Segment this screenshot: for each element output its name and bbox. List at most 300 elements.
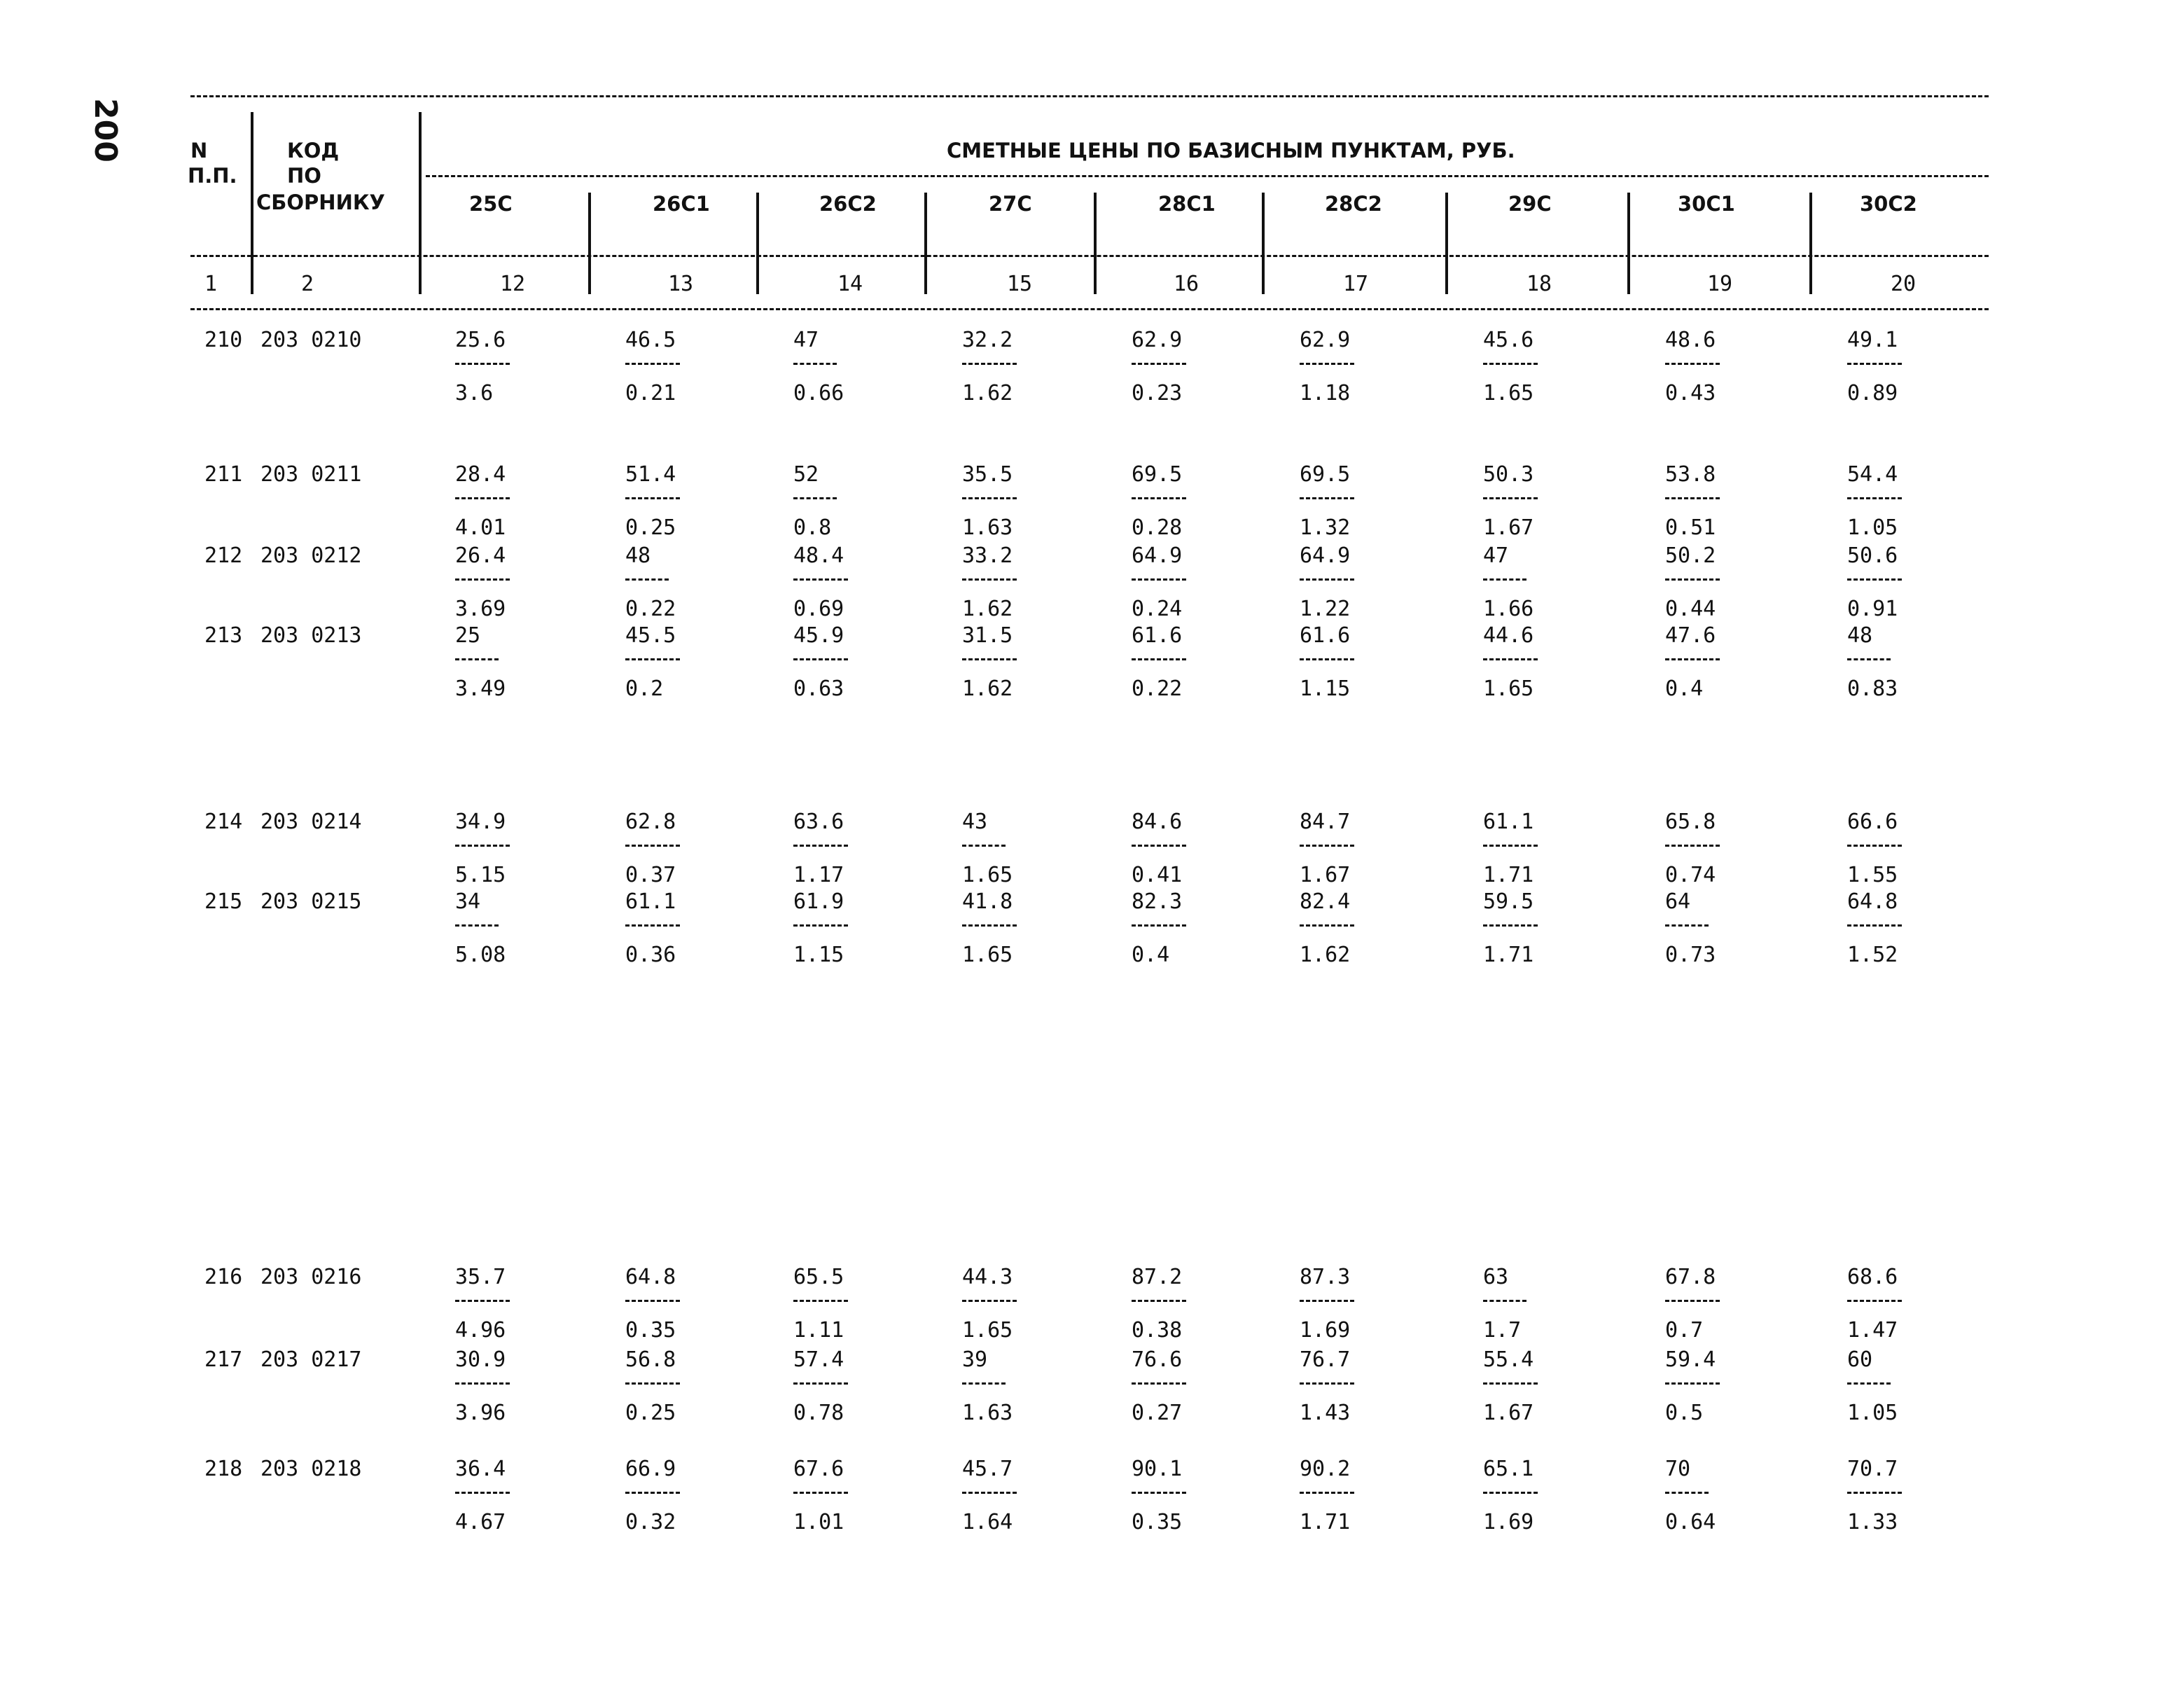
- fraction-line: [962, 1382, 1006, 1385]
- header-divider-15: [1094, 193, 1097, 294]
- price-value-top: 57.4: [793, 1347, 844, 1372]
- fraction-line: [455, 497, 510, 499]
- fraction-line: [1847, 1382, 1891, 1385]
- price-value-bottom: 1.69: [1483, 1510, 1534, 1534]
- price-value-bottom: 0.23: [1132, 381, 1183, 405]
- fraction-line: [625, 1492, 680, 1494]
- price-value-bottom: 1.63: [962, 515, 1013, 540]
- fraction-line: [1847, 1492, 1902, 1494]
- header-col-number-0: 1: [204, 272, 218, 296]
- price-value-bottom: 0.36: [625, 943, 676, 967]
- price-value-bottom: 0.64: [1665, 1510, 1716, 1534]
- header-point-2: 26С2: [819, 192, 877, 216]
- row-code: 203 0212: [260, 543, 362, 568]
- price-value-bottom: 3.6: [455, 381, 494, 405]
- price-value-top: 90.2: [1300, 1457, 1351, 1481]
- row-code: 203 0217: [260, 1347, 362, 1372]
- price-value-top: 41.8: [962, 889, 1013, 914]
- page-number: 200: [88, 98, 123, 162]
- price-value-top: 61.6: [1132, 623, 1183, 648]
- price-value-top: 59.4: [1665, 1347, 1716, 1372]
- price-value-top: 45.9: [793, 623, 844, 648]
- fraction-line: [455, 1382, 510, 1385]
- fraction-line: [962, 1300, 1017, 1302]
- price-value-bottom: 1.64: [962, 1510, 1013, 1534]
- header-code-line2: ПО: [287, 164, 321, 188]
- fraction-line: [1300, 658, 1354, 660]
- header-point-4: 28С1: [1158, 192, 1216, 216]
- price-value-top: 60: [1847, 1347, 1873, 1372]
- price-value-bottom: 3.96: [455, 1401, 506, 1425]
- price-value-top: 50.6: [1847, 543, 1898, 568]
- price-value-bottom: 1.65: [962, 943, 1013, 967]
- price-value-bottom: 0.27: [1132, 1401, 1183, 1425]
- price-value-bottom: 0.41: [1132, 863, 1183, 887]
- price-value-top: 61.1: [1483, 810, 1534, 834]
- fraction-line: [962, 497, 1017, 499]
- row-number: 210: [204, 328, 243, 352]
- price-value-top: 76.6: [1132, 1347, 1183, 1372]
- fraction-line: [1847, 924, 1902, 927]
- fraction-line: [793, 658, 848, 660]
- price-value-bottom: 1.63: [962, 1401, 1013, 1425]
- header-numbers-rule: [190, 255, 1989, 257]
- fraction-line: [625, 363, 680, 365]
- price-value-bottom: 0.51: [1665, 515, 1716, 540]
- price-value-bottom: 1.62: [962, 381, 1013, 405]
- price-value-top: 47: [793, 328, 819, 352]
- fraction-line: [625, 1300, 680, 1302]
- fraction-line: [1483, 578, 1526, 581]
- row-number: 215: [204, 889, 243, 914]
- fraction-line: [625, 1382, 680, 1385]
- fraction-line: [455, 1492, 510, 1494]
- price-value-bottom: 0.22: [1132, 677, 1183, 701]
- price-value-bottom: 1.05: [1847, 1401, 1898, 1425]
- fraction-line: [793, 924, 848, 927]
- price-value-top: 32.2: [962, 328, 1013, 352]
- header-divider-13: [756, 193, 759, 294]
- header-col-number-8: 18: [1526, 272, 1552, 296]
- header-n-line1: N: [190, 139, 208, 162]
- fraction-line: [1300, 1492, 1354, 1494]
- price-value-bottom: 0.24: [1132, 597, 1183, 621]
- fraction-line: [1665, 845, 1720, 847]
- price-value-bottom: 3.69: [455, 597, 506, 621]
- row-code: 203 0210: [260, 328, 362, 352]
- price-value-top: 52: [793, 462, 819, 487]
- price-value-bottom: 1.71: [1483, 863, 1534, 887]
- header-col-number-9: 19: [1707, 272, 1733, 296]
- header-n-line2: П.П.: [188, 164, 237, 188]
- price-value-bottom: 0.83: [1847, 677, 1898, 701]
- price-value-bottom: 0.7: [1665, 1318, 1704, 1343]
- price-value-top: 26.4: [455, 543, 506, 568]
- fraction-line: [455, 578, 510, 581]
- price-value-top: 87.3: [1300, 1265, 1351, 1289]
- price-value-top: 34: [455, 889, 481, 914]
- header-group-rule: [426, 175, 1989, 177]
- price-value-top: 67.6: [793, 1457, 844, 1481]
- fraction-line: [1665, 363, 1720, 365]
- price-value-bottom: 0.21: [625, 381, 676, 405]
- price-value-top: 48: [1847, 623, 1873, 648]
- price-value-top: 70: [1665, 1457, 1691, 1481]
- header-point-1: 26С1: [653, 192, 710, 216]
- fraction-line: [625, 497, 680, 499]
- price-value-top: 65.5: [793, 1265, 844, 1289]
- price-value-top: 62.9: [1300, 328, 1351, 352]
- fraction-line: [1665, 1382, 1720, 1385]
- price-value-top: 45.7: [962, 1457, 1013, 1481]
- price-value-bottom: 0.35: [1132, 1510, 1183, 1534]
- fraction-line: [1847, 497, 1902, 499]
- fraction-line: [793, 363, 837, 365]
- fraction-line: [1483, 497, 1538, 499]
- header-divider-12: [588, 193, 591, 294]
- fraction-line: [793, 1300, 848, 1302]
- fraction-line: [1132, 1492, 1186, 1494]
- price-value-bottom: 1.67: [1300, 863, 1351, 887]
- price-value-top: 61.9: [793, 889, 844, 914]
- header-divider-18: [1627, 193, 1630, 294]
- price-value-bottom: 3.49: [455, 677, 506, 701]
- header-divider-16: [1262, 193, 1265, 294]
- price-value-bottom: 1.05: [1847, 515, 1898, 540]
- header-point-5: 28С2: [1325, 192, 1382, 216]
- row-code: 203 0218: [260, 1457, 362, 1481]
- header-bottom-rule: [190, 308, 1989, 310]
- price-value-bottom: 1.71: [1483, 943, 1534, 967]
- price-value-top: 34.9: [455, 810, 506, 834]
- price-value-top: 48.4: [793, 543, 844, 568]
- price-value-top: 50.2: [1665, 543, 1716, 568]
- price-value-bottom: 0.25: [625, 515, 676, 540]
- price-value-bottom: 1.11: [793, 1318, 844, 1343]
- header-col-number-5: 15: [1007, 272, 1033, 296]
- price-value-bottom: 1.52: [1847, 943, 1898, 967]
- price-value-top: 69.5: [1132, 462, 1183, 487]
- row-code: 203 0215: [260, 889, 362, 914]
- price-value-top: 64.8: [1847, 889, 1898, 914]
- price-value-top: 82.3: [1132, 889, 1183, 914]
- price-value-top: 70.7: [1847, 1457, 1898, 1481]
- fraction-line: [1665, 578, 1720, 581]
- header-group-title: СМЕТНЫЕ ЦЕНЫ ПО БАЗИСНЫМ ПУНКТАМ, РУБ.: [947, 139, 1515, 162]
- price-value-top: 64: [1665, 889, 1691, 914]
- price-value-bottom: 1.32: [1300, 515, 1351, 540]
- price-value-bottom: 0.5: [1665, 1401, 1704, 1425]
- row-number: 217: [204, 1347, 243, 1372]
- fraction-line: [1132, 845, 1186, 847]
- fraction-line: [1483, 1300, 1526, 1302]
- fraction-line: [1665, 1492, 1709, 1494]
- price-value-top: 46.5: [625, 328, 676, 352]
- price-value-bottom: 0.73: [1665, 943, 1716, 967]
- fraction-line: [793, 497, 837, 499]
- fraction-line: [1483, 1492, 1538, 1494]
- fraction-line: [962, 363, 1017, 365]
- price-value-bottom: 0.44: [1665, 597, 1716, 621]
- header-point-8: 30С2: [1860, 192, 1917, 216]
- fraction-line: [1132, 363, 1186, 365]
- header-code-line3: СБОРНИКУ: [256, 190, 385, 214]
- fraction-line: [1847, 658, 1891, 660]
- fraction-line: [1132, 578, 1186, 581]
- price-value-top: 67.8: [1665, 1265, 1716, 1289]
- row-code: 203 0213: [260, 623, 362, 648]
- price-value-bottom: 0.63: [793, 677, 844, 701]
- fraction-line: [1483, 658, 1538, 660]
- fraction-line: [793, 845, 848, 847]
- price-value-bottom: 1.15: [793, 943, 844, 967]
- price-value-top: 63.6: [793, 810, 844, 834]
- fraction-line: [1300, 497, 1354, 499]
- row-number: 211: [204, 462, 243, 487]
- price-value-bottom: 0.43: [1665, 381, 1716, 405]
- fraction-line: [962, 578, 1017, 581]
- price-value-top: 87.2: [1132, 1265, 1183, 1289]
- price-value-bottom: 0.74: [1665, 863, 1716, 887]
- header-col-number-3: 13: [668, 272, 694, 296]
- price-value-bottom: 1.65: [1483, 677, 1534, 701]
- fraction-line: [1665, 497, 1720, 499]
- row-number: 214: [204, 810, 243, 834]
- price-value-bottom: 0.32: [625, 1510, 676, 1534]
- price-value-top: 54.4: [1847, 462, 1898, 487]
- fraction-line: [455, 845, 510, 847]
- price-value-top: 64.9: [1132, 543, 1183, 568]
- fraction-line: [1665, 924, 1709, 927]
- price-value-top: 82.4: [1300, 889, 1351, 914]
- price-value-bottom: 1.47: [1847, 1318, 1898, 1343]
- fraction-line: [1665, 658, 1720, 660]
- row-number: 212: [204, 543, 243, 568]
- price-value-top: 43: [962, 810, 988, 834]
- fraction-line: [455, 924, 499, 927]
- price-value-top: 61.1: [625, 889, 676, 914]
- price-value-bottom: 1.62: [1300, 943, 1351, 967]
- header-point-0: 25С: [469, 192, 513, 216]
- fraction-line: [1132, 658, 1186, 660]
- fraction-line: [1300, 1300, 1354, 1302]
- fraction-line: [625, 845, 680, 847]
- fraction-line: [962, 658, 1017, 660]
- price-value-top: 39: [962, 1347, 988, 1372]
- fraction-line: [455, 1300, 510, 1302]
- price-value-bottom: 1.7: [1483, 1318, 1522, 1343]
- price-value-top: 90.1: [1132, 1457, 1183, 1481]
- price-value-bottom: 1.22: [1300, 597, 1351, 621]
- fraction-line: [1132, 1382, 1186, 1385]
- price-value-bottom: 1.55: [1847, 863, 1898, 887]
- price-value-top: 76.7: [1300, 1347, 1351, 1372]
- header-top-rule: [190, 95, 1989, 97]
- price-value-top: 25.6: [455, 328, 506, 352]
- fraction-line: [1132, 924, 1186, 927]
- price-value-bottom: 5.15: [455, 863, 506, 887]
- price-value-bottom: 1.15: [1300, 677, 1351, 701]
- price-value-top: 55.4: [1483, 1347, 1534, 1372]
- header-point-7: 30С1: [1678, 192, 1735, 216]
- fraction-line: [1300, 578, 1354, 581]
- price-value-top: 50.3: [1483, 462, 1534, 487]
- price-value-bottom: 0.91: [1847, 597, 1898, 621]
- fraction-line: [793, 1382, 848, 1385]
- price-value-top: 31.5: [962, 623, 1013, 648]
- price-value-top: 69.5: [1300, 462, 1351, 487]
- row-code: 203 0211: [260, 462, 362, 487]
- fraction-line: [1483, 363, 1538, 365]
- price-value-top: 63: [1483, 1265, 1509, 1289]
- price-value-bottom: 4.96: [455, 1318, 506, 1343]
- price-value-top: 45.6: [1483, 328, 1534, 352]
- price-value-bottom: 1.17: [793, 863, 844, 887]
- header-col-number-1: 2: [301, 272, 314, 296]
- price-value-bottom: 0.78: [793, 1401, 844, 1425]
- fraction-line: [1847, 845, 1902, 847]
- header-col-number-2: 12: [500, 272, 526, 296]
- fraction-line: [1300, 1382, 1354, 1385]
- price-value-top: 66.9: [625, 1457, 676, 1481]
- price-value-bottom: 1.65: [1483, 381, 1534, 405]
- fraction-line: [793, 1492, 848, 1494]
- price-value-top: 56.8: [625, 1347, 676, 1372]
- price-value-bottom: 1.65: [962, 1318, 1013, 1343]
- price-value-top: 66.6: [1847, 810, 1898, 834]
- header-divider-19: [1809, 193, 1812, 294]
- header-col-number-10: 20: [1891, 272, 1917, 296]
- price-value-top: 65.1: [1483, 1457, 1534, 1481]
- price-value-bottom: 0.8: [793, 515, 832, 540]
- header-divider-n: [251, 112, 253, 294]
- fraction-line: [962, 1492, 1017, 1494]
- fraction-line: [1300, 924, 1354, 927]
- fraction-line: [793, 578, 848, 581]
- header-col-number-4: 14: [837, 272, 863, 296]
- price-value-top: 65.8: [1665, 810, 1716, 834]
- header-point-6: 29С: [1508, 192, 1552, 216]
- row-number: 213: [204, 623, 243, 648]
- fraction-line: [1483, 924, 1538, 927]
- price-value-bottom: 0.2: [625, 677, 664, 701]
- price-value-bottom: 0.69: [793, 597, 844, 621]
- row-number: 216: [204, 1265, 243, 1289]
- price-value-top: 36.4: [455, 1457, 506, 1481]
- price-value-top: 68.6: [1847, 1265, 1898, 1289]
- price-value-bottom: 1.62: [962, 597, 1013, 621]
- price-value-bottom: 1.66: [1483, 597, 1534, 621]
- fraction-line: [1847, 578, 1902, 581]
- fraction-line: [1847, 363, 1902, 365]
- price-value-bottom: 5.08: [455, 943, 506, 967]
- price-value-bottom: 0.35: [625, 1318, 676, 1343]
- price-value-bottom: 1.33: [1847, 1510, 1898, 1534]
- price-value-bottom: 0.28: [1132, 515, 1183, 540]
- fraction-line: [1132, 1300, 1186, 1302]
- price-value-top: 35.7: [455, 1265, 506, 1289]
- fraction-line: [1132, 497, 1186, 499]
- price-value-bottom: 0.37: [625, 863, 676, 887]
- price-value-top: 30.9: [455, 1347, 506, 1372]
- price-value-top: 45.5: [625, 623, 676, 648]
- header-divider-17: [1445, 193, 1448, 294]
- price-value-bottom: 1.69: [1300, 1318, 1351, 1343]
- header-col-number-6: 16: [1174, 272, 1199, 296]
- fraction-line: [1300, 363, 1354, 365]
- price-value-top: 64.8: [625, 1265, 676, 1289]
- fraction-line: [1665, 1300, 1720, 1302]
- price-value-top: 33.2: [962, 543, 1013, 568]
- fraction-line: [962, 924, 1017, 927]
- fraction-line: [1483, 845, 1538, 847]
- fraction-line: [962, 845, 1006, 847]
- price-value-top: 62.9: [1132, 328, 1183, 352]
- fraction-line: [1483, 1382, 1538, 1385]
- price-value-top: 25: [455, 623, 481, 648]
- fraction-line: [1300, 845, 1354, 847]
- row-code: 203 0216: [260, 1265, 362, 1289]
- header-point-3: 27С: [989, 192, 1032, 216]
- price-value-bottom: 1.18: [1300, 381, 1351, 405]
- price-value-top: 64.9: [1300, 543, 1351, 568]
- header-divider-14: [924, 193, 927, 294]
- price-value-top: 62.8: [625, 810, 676, 834]
- header-col-number-7: 17: [1343, 272, 1369, 296]
- price-value-top: 48.6: [1665, 328, 1716, 352]
- price-value-bottom: 1.65: [962, 863, 1013, 887]
- header-divider-code: [419, 112, 422, 294]
- price-value-bottom: 1.67: [1483, 1401, 1534, 1425]
- price-value-bottom: 1.43: [1300, 1401, 1351, 1425]
- price-value-bottom: 4.01: [455, 515, 506, 540]
- row-code: 203 0214: [260, 810, 362, 834]
- price-value-top: 44.6: [1483, 623, 1534, 648]
- fraction-line: [1847, 1300, 1902, 1302]
- price-value-top: 61.6: [1300, 623, 1351, 648]
- price-value-top: 47: [1483, 543, 1509, 568]
- price-value-top: 44.3: [962, 1265, 1013, 1289]
- price-value-top: 48: [625, 543, 651, 568]
- price-value-top: 47.6: [1665, 623, 1716, 648]
- price-value-top: 59.5: [1483, 889, 1534, 914]
- fraction-line: [625, 578, 669, 581]
- price-value-top: 53.8: [1665, 462, 1716, 487]
- fraction-line: [455, 363, 510, 365]
- row-number: 218: [204, 1457, 243, 1481]
- price-value-bottom: 1.01: [793, 1510, 844, 1534]
- price-value-bottom: 0.89: [1847, 381, 1898, 405]
- price-value-bottom: 1.62: [962, 677, 1013, 701]
- price-value-bottom: 1.71: [1300, 1510, 1351, 1534]
- fraction-line: [625, 924, 680, 927]
- price-value-bottom: 0.4: [1132, 943, 1170, 967]
- price-value-top: 35.5: [962, 462, 1013, 487]
- price-value-bottom: 0.38: [1132, 1318, 1183, 1343]
- price-value-top: 84.6: [1132, 810, 1183, 834]
- header-code-line1: КОД: [287, 139, 340, 162]
- price-value-top: 49.1: [1847, 328, 1898, 352]
- price-value-bottom: 4.67: [455, 1510, 506, 1534]
- price-value-bottom: 0.4: [1665, 677, 1704, 701]
- price-value-bottom: 0.25: [625, 1401, 676, 1425]
- price-value-top: 84.7: [1300, 810, 1351, 834]
- price-value-top: 51.4: [625, 462, 676, 487]
- price-value-bottom: 1.67: [1483, 515, 1534, 540]
- fraction-line: [625, 658, 680, 660]
- price-value-bottom: 0.66: [793, 381, 844, 405]
- price-value-top: 28.4: [455, 462, 506, 487]
